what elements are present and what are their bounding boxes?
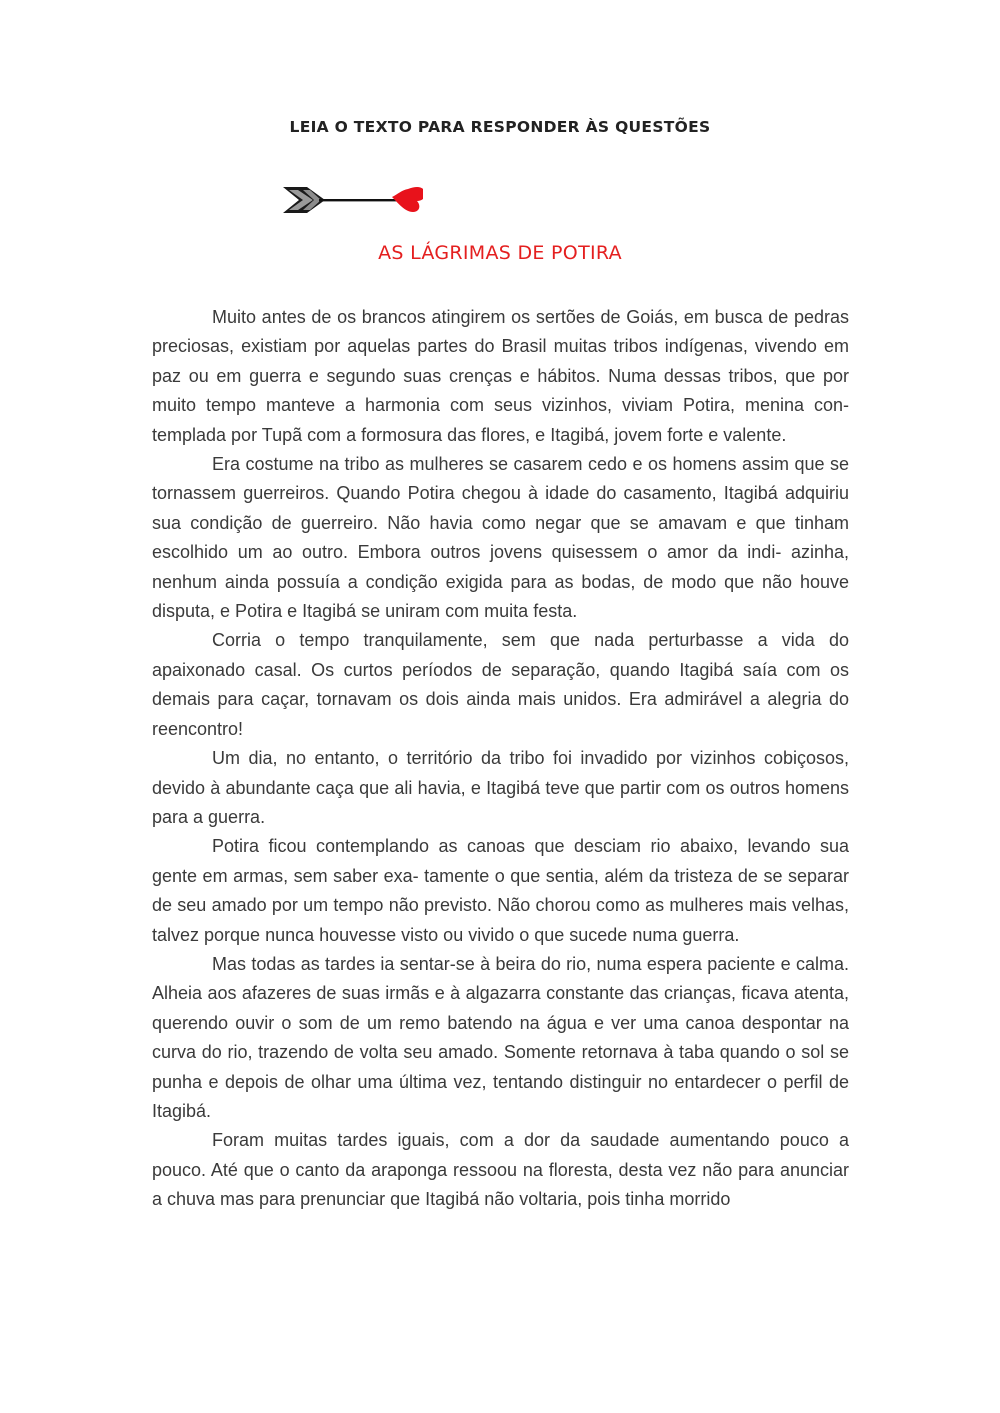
story-paragraph: Muito antes de os brancos atingirem os sertões de Goiás, em busca de pedras preciosas, existiam por aquelas partes do Brasil muitas tribos indígenas, vivendo em paz ou em guerra e segundo suas crenças e hábitos. Numa dessas tribos, que por muito tempo manteve a harmonia com seus vizinhos, viviam Potira, menina con- templada por Tupã com a formosura das flores, e Itagibá, jovem forte e valente. <box>152 307 849 445</box>
story-paragraph: Mas todas as tardes ia sentar-se à beira do rio, numa espera paciente e calma. Alheia aos afazeres de suas irmãs e à algazarra constante das crianças, ficava atenta, querendo ouvir o som de um remo batendo na água e ver uma canoa despontar na curva do rio, trazendo de volta seu amado. Somente retornava à taba quando o sol se punha e depois de olhar uma última vez, tentando distinguir no entardecer o perfil de Itagibá. <box>152 953 849 1121</box>
story-title: AS LÁGRIMAS DE POTIRA <box>378 242 622 264</box>
story-paragraph: Um dia, no entanto, o território da tribo foi invadido por vizinhos cobiçosos, devido à abundante caça que ali havia, e Itagibá teve que partir com os outros homens para a guerra. <box>152 748 849 827</box>
story-paragraph: Corria o tempo tranquilamente, sem que nada perturbasse a vida do apaixonado casal. Os curtos períodos de separação, quando Itagibá saía com os demais para caçar, tornavam os dois ainda mais unidos. Era admirável a alegria do reencontro! <box>152 630 849 739</box>
story-paragraph: Era costume na tribo as mulheres se casarem cedo e os homens assim que se tornassem guerreiros. Quando Potira chegou à idade do casamento, Itagibá adquiriu sua condição de guerreiro. Não havia como negar que se amavam e que tinham escolhido um ao outro. Embora outros jovens quisessem o amor da indi- azinha, nenhum ainda possuía a condição exigida para as bodas, de modo que não houve disputa, e Potira e Itagibá se uniram com muita festa. <box>152 454 849 622</box>
story-paragraph: Foram muitas tardes iguais, com a dor da saudade aumentando pouco a pouco. Até que o canto da araponga ressoou na floresta, desta vez não para anunciar a chuva mas para prenunciar que Itagibá não voltaria, pois tinha morrido <box>152 1130 849 1210</box>
story-paragraph: Potira ficou contemplando as canoas que desciam rio abaixo, levando sua gente em armas, sem saber exa- tamente o que sentia, além da tristeza de se separar de seu amado por um tempo não previsto. Não chorou como as mulheres mais velhas, talvez porque nunca houvesse visto ou vivido o que sucede numa guerra. <box>152 836 849 945</box>
arrow-shaft <box>319 199 399 201</box>
story-body <box>152 303 849 1303</box>
heart-tip <box>392 187 423 212</box>
instruction-heading: LEIA O TEXTO PARA RESPONDER ÀS QUESTÕES <box>289 118 711 136</box>
arrow-fletching <box>283 187 325 213</box>
arrow-with-heart-tip-icon <box>283 180 423 220</box>
